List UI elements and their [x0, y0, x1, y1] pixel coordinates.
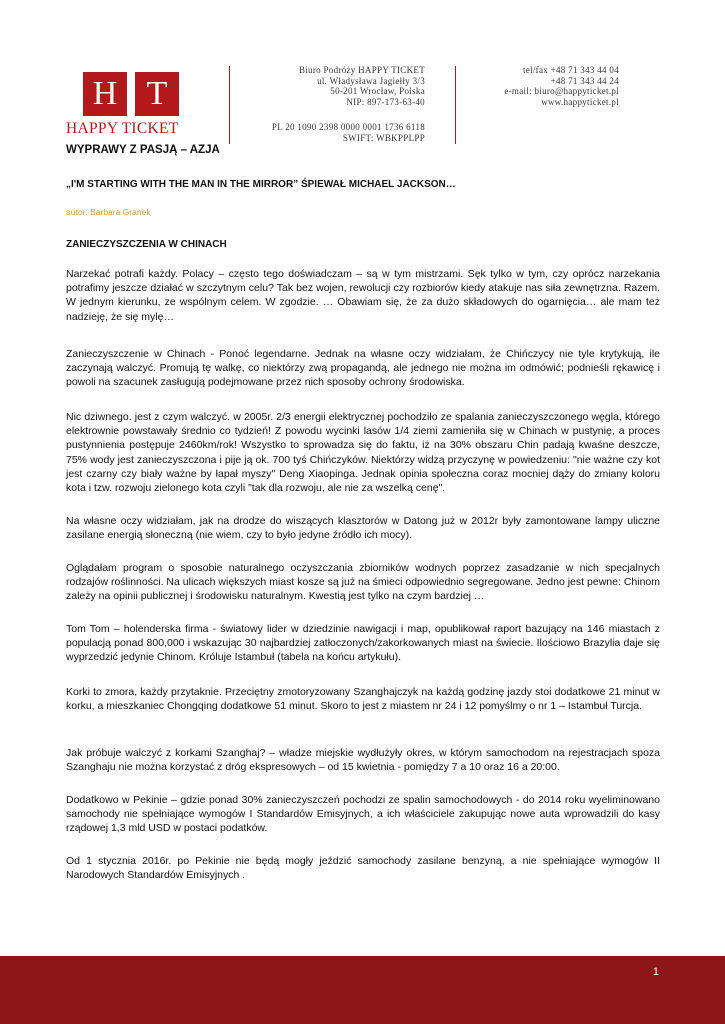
logo-letter-h: H [83, 72, 127, 116]
header-divider [229, 66, 230, 144]
footer-bar [0, 956, 725, 1024]
logo-name: HAPPY TICKET [66, 120, 179, 137]
paragraph: Na własne oczy widziałam, jak na drodze do wiszących klasztorów w Datong już w 2012r były zamontowane lampy uliczne zasilane energią słoneczną (nie wiem, czy to było jedyne źródło ich mocy). [66, 515, 660, 542]
paragraph: Oglądałam program o sposobie naturalnego oczyszczania zbiorników wodnych poprzez zasadzanie w nich specjalnych rodzajów roślinności. Na ulicach większych miast kosze są już na śmieci odpowiednio segregowane. Jedno jest pewne: Chinom zależy na opinii publicznej i środowisku naturalnym. Kwestią jest tylko na czym bardziej … [66, 562, 660, 603]
company-logo [83, 72, 179, 126]
paragraph: Tom Tom – holenderska firma - światowy lider w dziedzinie nawigacji i map, opublikował raport bazujący na 146 miastach z populacją ponad 800,000 i wskazując 30 najbardziej zatłoczonych/zakorkowanych miast na świecie. Ilościowo Brazylia daje się wyprzedzić jedynie Chinom. Króluje Istambuł (tabela na końcu artykułu). [66, 623, 660, 664]
phone-line: +48 71 343 44 24 [550, 75, 619, 86]
logo-letter-t: T [135, 72, 179, 116]
paragraph: Od 1 stycznia 2016r. po Pekinie nie będą mogły jeździć samochody zasilane benzyną, a nie spełniające wymogów II Narodowych Standardów Emisyjnych . [66, 855, 660, 882]
article-title: „I'M STARTING WITH THE MAN IN THE MIRROR” ŚPIEWAŁ MICHAEL JACKSON… [66, 179, 456, 190]
paragraph: Jak próbuje walczyć z korkami Szanghaj? – władze miejskie wydłużyły okres, w którym samochodom na rejestracjach spoza Szanghaju nie można korzystać z dróg ekspresowych – od 15 kwietnia - pomiędzy 7 a 10 oraz 16 a 20:00. [66, 747, 660, 774]
page-number: 1 [652, 966, 659, 978]
website-line: www.happyticket.pl [541, 96, 619, 107]
paragraph: Nic dziwnego. jest z czym walczyć. w 2005r. 2/3 energii elektrycznej pochodziło ze spalania zanieczyszczonego węgla, którego elektrownie powstawały średnio co tydzień! Z powodu wycinki lasów 1/4 ziemi zamieniła się w Chinach w pustynię, a proces pustynnienia postępuje 2460km/rok! Wszystko to sprowadza się do faktu, iż na 30% obszaru Chin padają kwaśne deszcze, 75% wody jest zanieczyszczona i pije ją ok. 700 tyś Chińczyków. Niektórzy widzą przyczynę w powiedzeniu: "nie ważne czy kot jest czarny czy biały ważne by łapał myszy" Deng Xiaopinga. Jednak opinia społeczna coraz mocniej dąży do zmiany koloru kota i tzw. rozwoju zielonego kota czyli "tak dla rozwoju, ale nie za wszelką cenę". [66, 411, 660, 495]
paragraph: Zanieczyszczenie w Chinach - Ponoć legendarne. Jednak na własne oczy widziałam, że Chińczycy nie tyle krytykują, ile zaczynają walczyć. Promują tę walkę, co niektórzy zwą propagandą, ale jednego nie można im odmówić; podnieśli rękawicę i powoli na szacunek zasługują podejmowane przez nich sposoby ochrony środowiska. [66, 348, 660, 389]
paragraph: Narzekać potrafi każdy. Polacy – często tego doświadczam – są w tym mistrzami. Sęk tylko w tym, czy oprócz narzekania potrafimy jeszcze działać w szczytnym celu? Tak bez wojen, rewolucji czy rozbiorów kiedy atakuje nas siła zewnętrzna. Razem. W jednym kierunku, ze wspólnym celem. W zgodzie. … Obawiam się, że za dużo składowych do ogarnięcia… ale mam też nadzieję, że się mylę… [66, 268, 660, 323]
section-heading: ZANIECZYSZCZENIA W CHINACH [66, 239, 227, 250]
bank-account: PL 20 1090 2398 0000 0001 1736 6118 [271, 122, 425, 132]
contact-block [504, 65, 619, 107]
address-block [299, 65, 425, 107]
bank-block [272, 122, 425, 143]
paragraph: Korki to zmora, każdy przytaknie. Przeciętny zmotoryzowany Szanghajczyk na każdą godzinę jazdy stoi dodatkowe 21 minut w korku, a mieszkaniec Chongqing dodatkowe 51 minut. Skoro to jest z miastem nr 24 i 12 pomyślmy o nr 1 – Istambuł Turcja. [66, 686, 660, 713]
address-line: Biuro Podróży HAPPY TICKET [298, 65, 425, 75]
phone-line: tel/fax +48 71 343 44 04 [522, 65, 619, 75]
email-line: e-mail: biuro@happyticket.pl [504, 86, 619, 96]
swift-code: SWIFT: WBKPPLPP [342, 132, 425, 143]
header-divider [455, 66, 456, 144]
address-line: 50-201 Wrocław, Polska [330, 86, 425, 96]
series-title: WYPRAWY Z PASJĄ – AZJA [66, 144, 220, 156]
address-line: ul. Władysława Jagiełły 3/3 [317, 75, 425, 86]
address-line: NIP: 897-173-63-40 [346, 96, 425, 107]
paragraph: Dodatkowo w Pekinie – gdzie ponad 30% zanieczyszczeń pochodzi ze spalin samochodowych - do 2014 roku wyeliminowano samochody nie spełniające wymogów I Standardów Emisyjnych, a ich właściciele zakupując nowe auta wprowadzili do kasy rządowej 1,3 mld USD w postaci podatków. [66, 794, 660, 835]
author-line: autor: Barbara Granek [66, 207, 151, 217]
